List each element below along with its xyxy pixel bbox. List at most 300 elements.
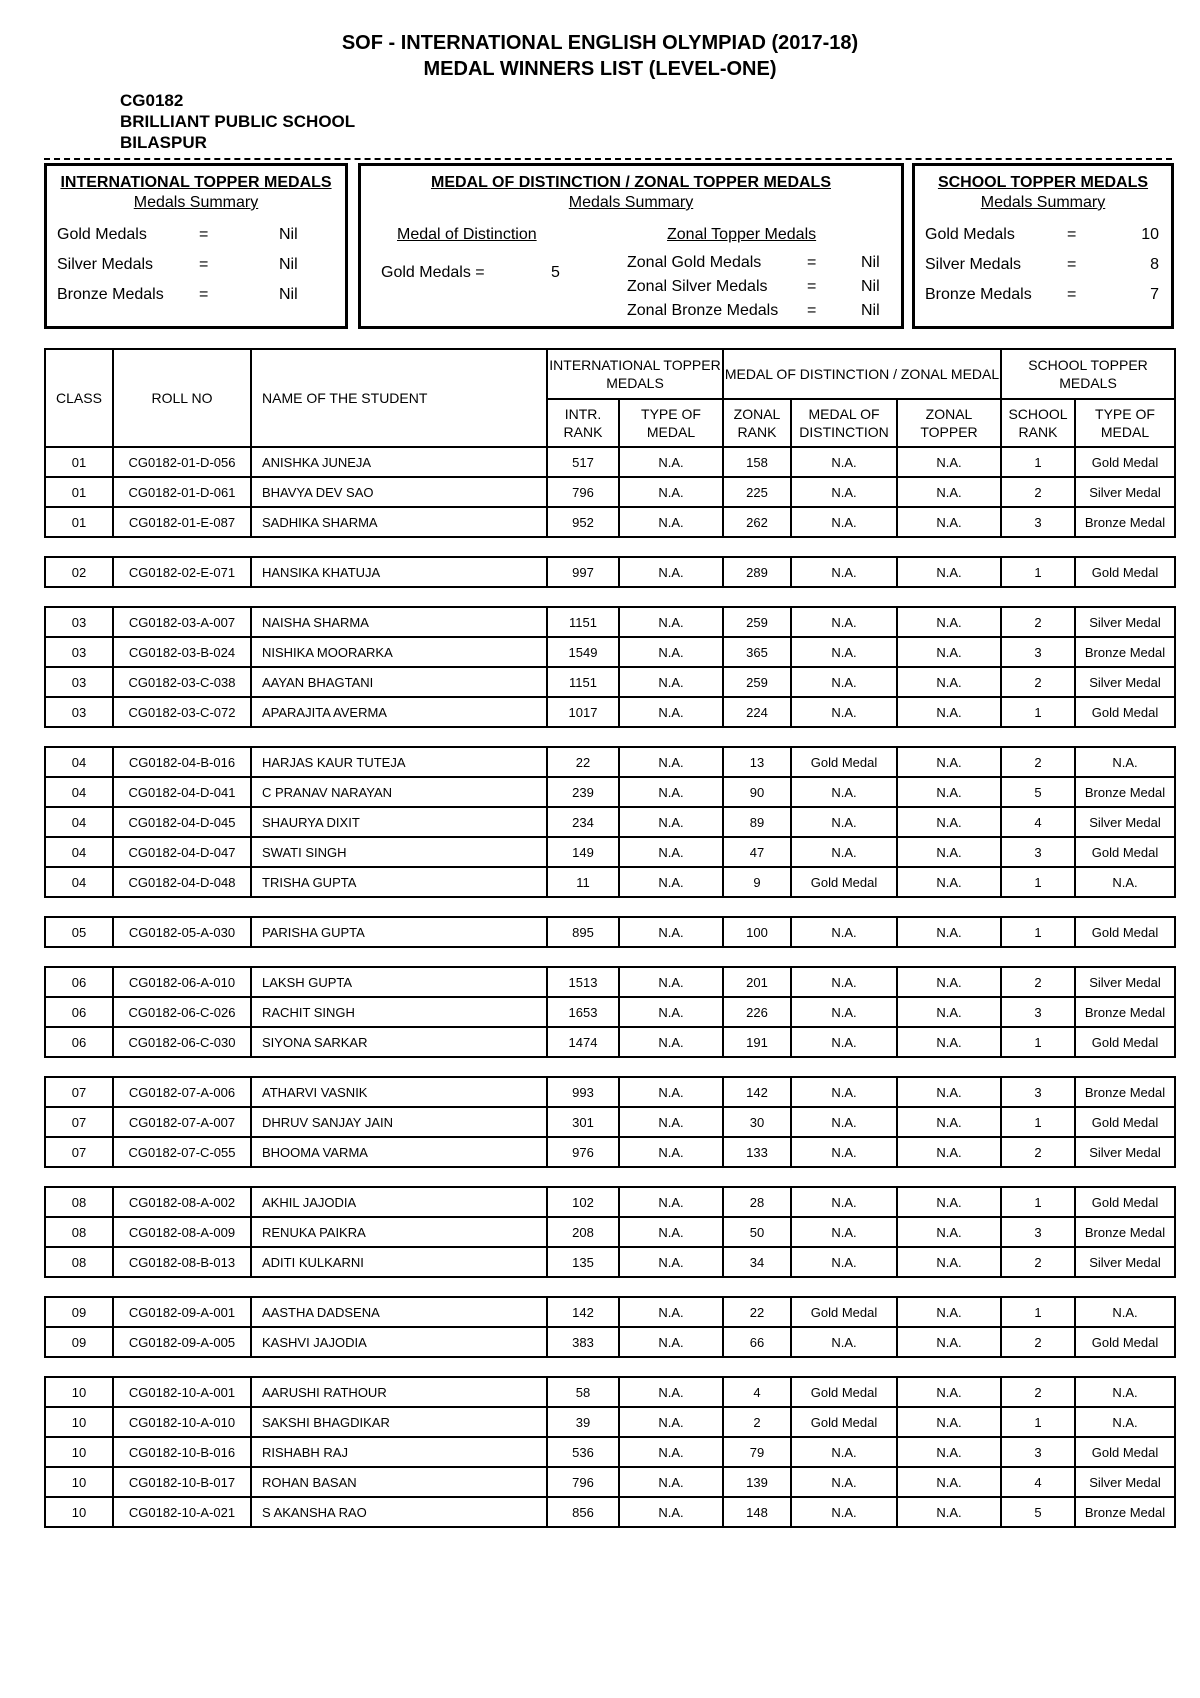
cell-roll-no: CG0182-08-A-009 [113, 1217, 251, 1247]
cell-intr-rank: 796 [547, 477, 619, 507]
cell-class: 02 [45, 557, 113, 587]
cell-medal-of-distinction: Gold Medal [791, 747, 897, 777]
cell-intl-medal-type: N.A. [619, 1077, 723, 1107]
cell-student-name: AKHIL JAJODIA [251, 1187, 547, 1217]
cell-intl-medal-type: N.A. [619, 1107, 723, 1137]
zonal-bronze-eq: = [807, 302, 817, 319]
cell-intr-rank: 517 [547, 447, 619, 477]
cell-zonal-topper: N.A. [897, 1377, 1001, 1407]
cell-student-name: KASHVI JAJODIA [251, 1327, 547, 1357]
dist-gold-label: Gold Medals = [381, 264, 485, 281]
cell-zonal-rank: 100 [723, 917, 791, 947]
cell-school-medal-type: Silver Medal [1075, 1137, 1175, 1167]
cell-school-medal-type: N.A. [1075, 1297, 1175, 1327]
zonal-bronze-value: Nil [861, 302, 880, 319]
cell-zonal-topper: N.A. [897, 967, 1001, 997]
school-name: BRILLIANT PUBLIC SCHOOL [120, 112, 356, 131]
school-bronze-eq: = [1067, 286, 1077, 303]
cell-zonal-topper: N.A. [897, 1467, 1001, 1497]
zonal-heading: Zonal Topper Medals [667, 226, 817, 243]
cell-medal-of-distinction: N.A. [791, 1497, 897, 1527]
school-gold-label: Gold Medals [925, 226, 1015, 243]
cell-zonal-topper: N.A. [897, 557, 1001, 587]
table-row [45, 747, 1175, 777]
cell-school-medal-type: Gold Medal [1075, 1437, 1175, 1467]
cell-intl-medal-type: N.A. [619, 607, 723, 637]
group-gap-cell [45, 897, 1175, 917]
zonal-bronze-label: Zonal Bronze Medals [627, 302, 779, 319]
cell-school-medal-type: Gold Medal [1075, 447, 1175, 477]
cell-class: 06 [45, 967, 113, 997]
cell-school-rank: 2 [1001, 1247, 1075, 1277]
cell-school-rank: 2 [1001, 607, 1075, 637]
cell-intr-rank: 11 [547, 867, 619, 897]
cell-zonal-rank: 28 [723, 1187, 791, 1217]
cell-school-medal-type: Gold Medal [1075, 1107, 1175, 1137]
cell-roll-no: CG0182-06-A-010 [113, 967, 251, 997]
group-gap-cell [45, 1277, 1175, 1297]
cell-school-rank: 2 [1001, 1377, 1075, 1407]
school-summary-box [912, 163, 1174, 329]
cell-zonal-topper: N.A. [897, 477, 1001, 507]
cell-school-rank: 1 [1001, 1107, 1075, 1137]
cell-class: 09 [45, 1327, 113, 1357]
cell-zonal-topper: N.A. [897, 637, 1001, 667]
cell-school-rank: 5 [1001, 777, 1075, 807]
cell-intr-rank: 102 [547, 1187, 619, 1217]
international-summary-subtitle: Medals Summary [133, 194, 259, 211]
cell-class: 09 [45, 1297, 113, 1327]
cell-class: 07 [45, 1107, 113, 1137]
header-zonal-rank: ZONAL RANK [723, 399, 791, 447]
cell-medal-of-distinction: N.A. [791, 1187, 897, 1217]
cell-school-medal-type: Gold Medal [1075, 1027, 1175, 1057]
cell-zonal-topper: N.A. [897, 1187, 1001, 1217]
cell-class: 10 [45, 1377, 113, 1407]
cell-student-name: ATHARVI VASNIK [251, 1077, 547, 1107]
zonal-silver-value: Nil [861, 278, 880, 295]
school-summary-title: SCHOOL TOPPER MEDALS [937, 174, 1149, 191]
zonal-gold-label: Zonal Gold Medals [627, 254, 762, 271]
cell-intl-medal-type: N.A. [619, 747, 723, 777]
cell-school-rank: 1 [1001, 1407, 1075, 1437]
cell-intr-rank: 383 [547, 1327, 619, 1357]
cell-medal-of-distinction: N.A. [791, 917, 897, 947]
cell-class: 03 [45, 607, 113, 637]
cell-zonal-topper: N.A. [897, 1327, 1001, 1357]
cell-intr-rank: 142 [547, 1297, 619, 1327]
cell-zonal-topper: N.A. [897, 697, 1001, 727]
cell-zonal-topper: N.A. [897, 837, 1001, 867]
cell-school-rank: 3 [1001, 1217, 1075, 1247]
cell-zonal-rank: 79 [723, 1437, 791, 1467]
cell-intl-medal-type: N.A. [619, 1247, 723, 1277]
intl-gold-value: Nil [279, 226, 298, 243]
cell-school-medal-type: Silver Medal [1075, 807, 1175, 837]
cell-roll-no: CG0182-10-B-016 [113, 1437, 251, 1467]
cell-roll-no: CG0182-04-B-016 [113, 747, 251, 777]
cell-class: 03 [45, 637, 113, 667]
document-subtitle: MEDAL WINNERS LIST (LEVEL-ONE) [423, 58, 777, 80]
table-row [45, 807, 1175, 837]
cell-medal-of-distinction: N.A. [791, 807, 897, 837]
table-row [45, 1187, 1175, 1217]
cell-intr-rank: 796 [547, 1467, 619, 1497]
header-school-rank: SCHOOL RANK [1001, 399, 1075, 447]
cell-school-medal-type: Silver Medal [1075, 667, 1175, 697]
cell-roll-no: CG0182-07-A-007 [113, 1107, 251, 1137]
cell-student-name: NISHIKA MOORARKA [251, 637, 547, 667]
cell-intr-rank: 239 [547, 777, 619, 807]
cell-medal-of-distinction: N.A. [791, 997, 897, 1027]
school-silver-eq: = [1067, 256, 1077, 273]
cell-zonal-rank: 148 [723, 1497, 791, 1527]
cell-zonal-rank: 66 [723, 1327, 791, 1357]
cell-student-name: SHAURYA DIXIT [251, 807, 547, 837]
cell-zonal-topper: N.A. [897, 1297, 1001, 1327]
cell-student-name: SADHIKA SHARMA [251, 507, 547, 537]
cell-school-medal-type: N.A. [1075, 867, 1175, 897]
medal-winners-table [44, 348, 1176, 1528]
cell-zonal-topper: N.A. [897, 1077, 1001, 1107]
cell-zonal-rank: 30 [723, 1107, 791, 1137]
cell-zonal-rank: 4 [723, 1377, 791, 1407]
cell-zonal-rank: 50 [723, 1217, 791, 1247]
table-row [45, 697, 1175, 727]
cell-roll-no: CG0182-10-A-010 [113, 1407, 251, 1437]
cell-school-medal-type: Bronze Medal [1075, 1077, 1175, 1107]
cell-roll-no: CG0182-06-C-026 [113, 997, 251, 1027]
cell-medal-of-distinction: N.A. [791, 477, 897, 507]
cell-zonal-topper: N.A. [897, 867, 1001, 897]
cell-school-rank: 3 [1001, 1077, 1075, 1107]
cell-roll-no: CG0182-07-C-055 [113, 1137, 251, 1167]
cell-zonal-rank: 133 [723, 1137, 791, 1167]
cell-intr-rank: 1151 [547, 667, 619, 697]
cell-school-rank: 4 [1001, 807, 1075, 837]
cell-zonal-rank: 259 [723, 667, 791, 697]
cell-school-medal-type: Silver Medal [1075, 967, 1175, 997]
cell-roll-no: CG0182-05-A-030 [113, 917, 251, 947]
cell-zonal-rank: 191 [723, 1027, 791, 1057]
cell-class: 07 [45, 1137, 113, 1167]
cell-school-rank: 1 [1001, 867, 1075, 897]
table-row [45, 557, 1175, 587]
cell-intl-medal-type: N.A. [619, 557, 723, 587]
cell-intr-rank: 895 [547, 917, 619, 947]
cell-school-medal-type: Bronze Medal [1075, 997, 1175, 1027]
table-row [45, 777, 1175, 807]
cell-school-medal-type: Bronze Medal [1075, 777, 1175, 807]
cell-student-name: ADITI KULKARNI [251, 1247, 547, 1277]
cell-medal-of-distinction: N.A. [791, 1327, 897, 1357]
cell-zonal-rank: 158 [723, 447, 791, 477]
cell-intl-medal-type: N.A. [619, 1437, 723, 1467]
intl-bronze-label: Bronze Medals [57, 286, 164, 303]
cell-intl-medal-type: N.A. [619, 507, 723, 537]
table-row [45, 637, 1175, 667]
school-gold-value: 10 [1141, 226, 1159, 243]
header-distinction-group: MEDAL OF DISTINCTION / ZONAL MEDAL [723, 349, 1001, 399]
cell-zonal-rank: 13 [723, 747, 791, 777]
group-gap [45, 1057, 1175, 1077]
cell-roll-no: CG0182-03-A-007 [113, 607, 251, 637]
cell-school-medal-type: Gold Medal [1075, 917, 1175, 947]
intl-bronze-eq: = [199, 286, 209, 303]
cell-class: 03 [45, 697, 113, 727]
table-row [45, 1217, 1175, 1247]
cell-intl-medal-type: N.A. [619, 1327, 723, 1357]
cell-zonal-rank: 139 [723, 1467, 791, 1497]
cell-zonal-rank: 34 [723, 1247, 791, 1277]
cell-school-rank: 1 [1001, 1027, 1075, 1057]
table-row [45, 967, 1175, 997]
intl-gold-eq: = [199, 226, 209, 243]
cell-roll-no: CG0182-03-C-072 [113, 697, 251, 727]
cell-intl-medal-type: N.A. [619, 1187, 723, 1217]
cell-intr-rank: 1017 [547, 697, 619, 727]
cell-intr-rank: 536 [547, 1437, 619, 1467]
table-row [45, 1077, 1175, 1107]
cell-class: 06 [45, 1027, 113, 1057]
cell-zonal-rank: 289 [723, 557, 791, 587]
cell-school-medal-type: Bronze Medal [1075, 1217, 1175, 1247]
cell-class: 08 [45, 1187, 113, 1217]
cell-school-medal-type: Silver Medal [1075, 477, 1175, 507]
cell-medal-of-distinction: N.A. [791, 557, 897, 587]
intl-silver-eq: = [199, 256, 209, 273]
header-roll-no: ROLL NO [113, 349, 251, 447]
cell-medal-of-distinction: N.A. [791, 777, 897, 807]
school-silver-label: Silver Medals [925, 256, 1022, 273]
cell-class: 07 [45, 1077, 113, 1107]
cell-roll-no: CG0182-06-C-030 [113, 1027, 251, 1057]
cell-student-name: RISHABH RAJ [251, 1437, 547, 1467]
cell-zonal-topper: N.A. [897, 447, 1001, 477]
cell-school-medal-type: Gold Medal [1075, 837, 1175, 867]
cell-intl-medal-type: N.A. [619, 1027, 723, 1057]
table-row [45, 1137, 1175, 1167]
cell-intl-medal-type: N.A. [619, 867, 723, 897]
cell-school-rank: 1 [1001, 557, 1075, 587]
table-header [45, 349, 1175, 447]
cell-class: 01 [45, 507, 113, 537]
cell-zonal-rank: 90 [723, 777, 791, 807]
cell-intl-medal-type: N.A. [619, 637, 723, 667]
cell-medal-of-distinction: N.A. [791, 1247, 897, 1277]
cell-medal-of-distinction: N.A. [791, 1137, 897, 1167]
cell-student-name: BHOOMA VARMA [251, 1137, 547, 1167]
cell-school-rank: 1 [1001, 917, 1075, 947]
cell-medal-of-distinction: N.A. [791, 1437, 897, 1467]
cell-class: 10 [45, 1467, 113, 1497]
cell-school-rank: 1 [1001, 1297, 1075, 1327]
cell-roll-no: CG0182-10-A-021 [113, 1497, 251, 1527]
cell-intl-medal-type: N.A. [619, 1297, 723, 1327]
cell-zonal-topper: N.A. [897, 1137, 1001, 1167]
cell-student-name: S AKANSHA RAO [251, 1497, 547, 1527]
cell-intr-rank: 856 [547, 1497, 619, 1527]
cell-zonal-topper: N.A. [897, 1437, 1001, 1467]
cell-school-medal-type: Silver Medal [1075, 607, 1175, 637]
header-school-group: SCHOOL TOPPER MEDALS [1001, 349, 1175, 399]
cell-zonal-rank: 225 [723, 477, 791, 507]
cell-class: 10 [45, 1407, 113, 1437]
cell-intl-medal-type: N.A. [619, 1217, 723, 1247]
international-summary-title: INTERNATIONAL TOPPER MEDALS [60, 174, 332, 191]
cell-medal-of-distinction: N.A. [791, 697, 897, 727]
table-row [45, 1377, 1175, 1407]
table-row [45, 1247, 1175, 1277]
cell-school-medal-type: Gold Medal [1075, 557, 1175, 587]
cell-roll-no: CG0182-03-C-038 [113, 667, 251, 697]
table-row [45, 1437, 1175, 1467]
cell-class: 04 [45, 777, 113, 807]
cell-medal-of-distinction: N.A. [791, 967, 897, 997]
cell-medal-of-distinction: N.A. [791, 1107, 897, 1137]
cell-medal-of-distinction: Gold Medal [791, 867, 897, 897]
cell-roll-no: CG0182-10-A-001 [113, 1377, 251, 1407]
table-row [45, 837, 1175, 867]
cell-medal-of-distinction: Gold Medal [791, 1407, 897, 1437]
international-summary-box [44, 163, 348, 329]
intl-silver-value: Nil [279, 256, 298, 273]
table-row [45, 607, 1175, 637]
cell-intr-rank: 1653 [547, 997, 619, 1027]
cell-intl-medal-type: N.A. [619, 697, 723, 727]
group-gap-cell [45, 727, 1175, 747]
school-city: BILASPUR [120, 133, 207, 152]
school-bronze-label: Bronze Medals [925, 286, 1032, 303]
cell-zonal-rank: 142 [723, 1077, 791, 1107]
cell-school-medal-type: N.A. [1075, 747, 1175, 777]
cell-school-rank: 3 [1001, 637, 1075, 667]
cell-roll-no: CG0182-08-A-002 [113, 1187, 251, 1217]
cell-intr-rank: 22 [547, 747, 619, 777]
cell-zonal-topper: N.A. [897, 1247, 1001, 1277]
cell-student-name: AAYAN BHAGTANI [251, 667, 547, 697]
group-gap [45, 537, 1175, 557]
intl-gold-label: Gold Medals [57, 226, 147, 243]
distinction-summary-subtitle: Medals Summary [568, 194, 694, 211]
cell-class: 04 [45, 747, 113, 777]
cell-intl-medal-type: N.A. [619, 807, 723, 837]
cell-intr-rank: 952 [547, 507, 619, 537]
group-gap-cell [45, 1167, 1175, 1187]
cell-medal-of-distinction: N.A. [791, 1467, 897, 1497]
cell-roll-no: CG0182-01-D-056 [113, 447, 251, 477]
cell-intr-rank: 1549 [547, 637, 619, 667]
cell-student-name: HARJAS KAUR TUTEJA [251, 747, 547, 777]
cell-school-rank: 2 [1001, 667, 1075, 697]
cell-intl-medal-type: N.A. [619, 447, 723, 477]
cell-zonal-topper: N.A. [897, 507, 1001, 537]
group-gap [45, 1167, 1175, 1187]
cell-roll-no: CG0182-04-D-045 [113, 807, 251, 837]
cell-roll-no: CG0182-08-B-013 [113, 1247, 251, 1277]
table-row [45, 1027, 1175, 1057]
zonal-gold-value: Nil [861, 254, 880, 271]
cell-class: 04 [45, 807, 113, 837]
cell-student-name: AARUSHI RATHOUR [251, 1377, 547, 1407]
cell-student-name: ANISHKA JUNEJA [251, 447, 547, 477]
table-row [45, 1297, 1175, 1327]
cell-intl-medal-type: N.A. [619, 1467, 723, 1497]
cell-medal-of-distinction: N.A. [791, 607, 897, 637]
group-gap [45, 587, 1175, 607]
table-row [45, 477, 1175, 507]
cell-zonal-topper: N.A. [897, 1027, 1001, 1057]
cell-class: 01 [45, 447, 113, 477]
cell-student-name: LAKSH GUPTA [251, 967, 547, 997]
school-silver-value: 8 [1150, 256, 1159, 273]
cell-zonal-rank: 89 [723, 807, 791, 837]
distinction-heading: Medal of Distinction [397, 226, 537, 243]
cell-intr-rank: 39 [547, 1407, 619, 1437]
group-gap-cell [45, 1357, 1175, 1377]
table-row [45, 867, 1175, 897]
table-row [45, 507, 1175, 537]
cell-roll-no: CG0182-03-B-024 [113, 637, 251, 667]
cell-intr-rank: 149 [547, 837, 619, 867]
school-summary-subtitle: Medals Summary [980, 194, 1106, 211]
cell-zonal-topper: N.A. [897, 607, 1001, 637]
cell-student-name: SAKSHI BHAGDIKAR [251, 1407, 547, 1437]
cell-roll-no: CG0182-01-D-061 [113, 477, 251, 507]
cell-intl-medal-type: N.A. [619, 1137, 723, 1167]
cell-zonal-topper: N.A. [897, 1107, 1001, 1137]
cell-zonal-rank: 224 [723, 697, 791, 727]
cell-student-name: AASTHA DADSENA [251, 1297, 547, 1327]
table-row [45, 1497, 1175, 1527]
table-row [45, 667, 1175, 697]
cell-zonal-topper: N.A. [897, 1217, 1001, 1247]
cell-class: 10 [45, 1437, 113, 1467]
header-international-group: INTERNATIONAL TOPPER MEDALS [547, 349, 723, 399]
header-class: CLASS [45, 349, 113, 447]
cell-intr-rank: 976 [547, 1137, 619, 1167]
cell-zonal-topper: N.A. [897, 747, 1001, 777]
table-row [45, 447, 1175, 477]
cell-intl-medal-type: N.A. [619, 477, 723, 507]
cell-zonal-rank: 365 [723, 637, 791, 667]
cell-intr-rank: 993 [547, 1077, 619, 1107]
cell-roll-no: CG0182-04-D-041 [113, 777, 251, 807]
cell-intr-rank: 1151 [547, 607, 619, 637]
cell-roll-no: CG0182-07-A-006 [113, 1077, 251, 1107]
school-code: CG0182 [120, 91, 184, 110]
distinction-summary-title: MEDAL OF DISTINCTION / ZONAL TOPPER MEDALS [430, 174, 831, 191]
cell-medal-of-distinction: Gold Medal [791, 1297, 897, 1327]
group-gap [45, 947, 1175, 967]
cell-school-rank: 5 [1001, 1497, 1075, 1527]
cell-intl-medal-type: N.A. [619, 1497, 723, 1527]
distinction-summary-box [358, 163, 904, 329]
cell-medal-of-distinction: N.A. [791, 1217, 897, 1247]
cell-class: 06 [45, 997, 113, 1027]
cell-zonal-rank: 201 [723, 967, 791, 997]
cell-student-name: ROHAN BASAN [251, 1467, 547, 1497]
header-medal-of-distinction: MEDAL OF DISTINCTION [791, 399, 897, 447]
cell-student-name: HANSIKA KHATUJA [251, 557, 547, 587]
cell-zonal-rank: 262 [723, 507, 791, 537]
cell-roll-no: CG0182-09-A-005 [113, 1327, 251, 1357]
header-intl-medal-type: TYPE OF MEDAL [619, 399, 723, 447]
zonal-silver-label: Zonal Silver Medals [627, 278, 768, 295]
cell-school-medal-type: Bronze Medal [1075, 507, 1175, 537]
cell-school-rank: 2 [1001, 1137, 1075, 1167]
cell-school-rank: 2 [1001, 1327, 1075, 1357]
